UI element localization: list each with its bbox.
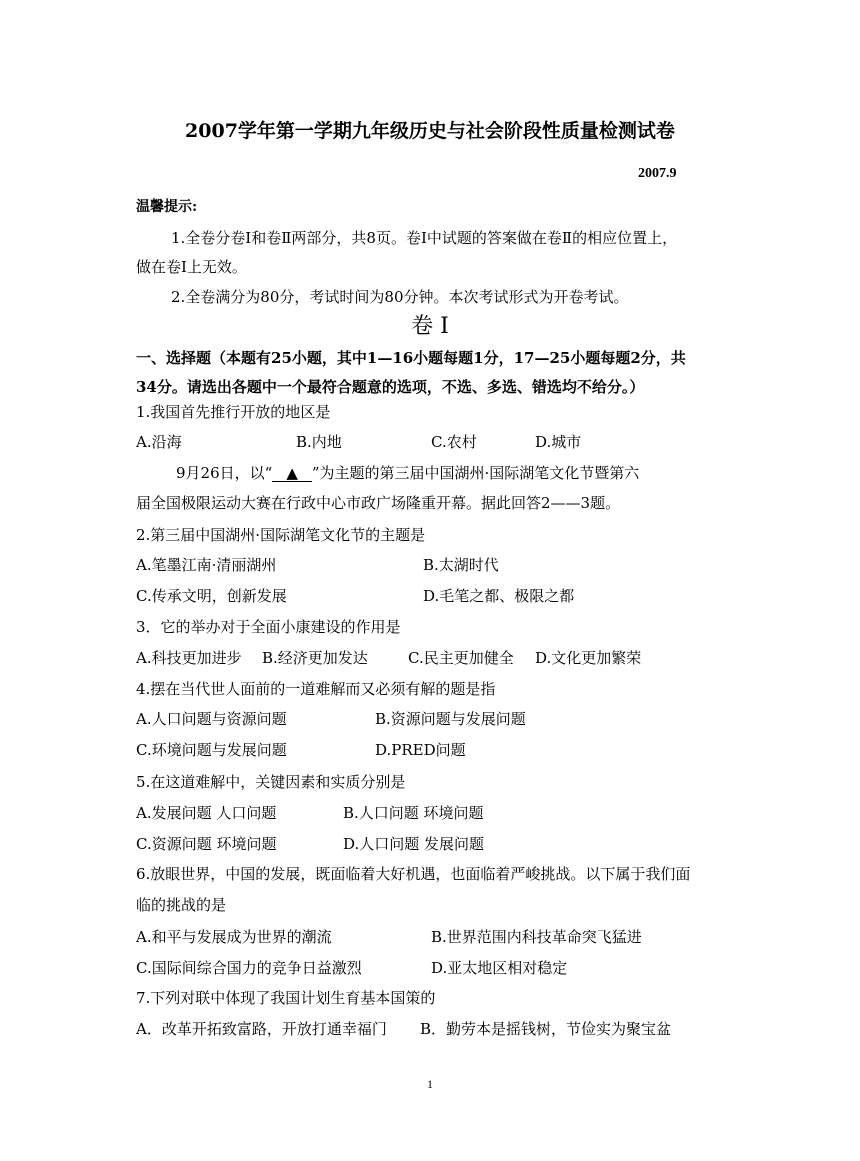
question-2-stem: 2.第三届中国湖州·国际湖笔文化节的主题是 xyxy=(136,526,426,544)
question-2-option-d: D.毛笔之都、极限之都 xyxy=(423,587,575,605)
question-2-option-c: C.传承文明，创新发展 xyxy=(136,587,287,605)
tips-line-1b: 做在卷Ⅰ上无效。 xyxy=(136,258,247,276)
question-6-option-c: C.国际间综合国力的竞争日益激烈 xyxy=(136,959,362,977)
question-5-option-a: A.发展问题 人口问题 xyxy=(136,804,277,822)
question-3-option-b: B.经济更加发达 xyxy=(262,649,368,667)
section-heading-line-1: 一、选择题（本题有25小题，其中1—16小题每题1分，17—25小题每题2分，共 xyxy=(136,349,686,367)
page-number: 1 xyxy=(427,1077,433,1091)
question-1-option-c: C.农村 xyxy=(431,433,477,451)
section-heading-line-2: 34分。请选出各题中一个最符合题意的选项，不选、多选、错选均不给分。） xyxy=(136,378,645,396)
question-1-option-d: D.城市 xyxy=(535,433,582,451)
question-2-option-b: B.太湖时代 xyxy=(423,556,499,574)
question-6-stem-line-1: 6.放眼世界，中国的发展，既面临着大好机遇，也面临着严峻挑战。以下属于我们面 xyxy=(136,865,691,883)
question-4-option-d: D.PRED问题 xyxy=(375,741,466,759)
question-1-stem: 1.我国首先推行开放的地区是 xyxy=(136,403,331,421)
question-4-option-b: B.资源问题与发展问题 xyxy=(375,710,526,728)
question-4-option-c: C.环境问题与发展问题 xyxy=(136,741,287,759)
passage-line-2: 届全国极限运动大赛在行政中心市政广场隆重开幕。据此回答2——3题。 xyxy=(136,494,621,512)
question-1-option-a: A.沿海 xyxy=(136,433,182,451)
question-2-option-a: A.笔墨江南·清丽湖州 xyxy=(136,556,277,574)
question-6-stem-line-2: 临的挑战的是 xyxy=(136,896,227,914)
question-4-stem: 4.摆在当代世人面前的一道难解而又必须有解的题是指 xyxy=(136,680,496,698)
volume-title: 卷 Ⅰ xyxy=(411,314,449,339)
question-3-stem: 3．它的举办对于全面小康建设的作用是 xyxy=(136,618,401,636)
page-title: 2007学年第一学期九年级历史与社会阶段性质量检测试卷 xyxy=(185,120,675,142)
passage-text-b: ”为主题的第三届中国湖州·国际湖笔文化节暨第六 xyxy=(311,464,640,482)
exam-date: 2007.9 xyxy=(638,166,677,181)
question-3-option-d: D.文化更加繁荣 xyxy=(535,649,642,667)
tips-heading: 温馨提示: xyxy=(136,199,198,215)
passage-line-1 xyxy=(176,463,639,483)
question-6-option-b: B.世界范围内科技革命突飞猛进 xyxy=(431,928,642,946)
question-6-option-a: A.和平与发展成为世界的潮流 xyxy=(136,928,332,946)
question-3-option-c: C.民主更加健全 xyxy=(408,649,514,667)
question-6-option-d: D.亚太地区相对稳定 xyxy=(431,959,568,977)
question-5-option-c: C.资源问题 环境问题 xyxy=(136,835,277,853)
question-5-option-d: D.人口问题 发展问题 xyxy=(343,835,485,853)
question-7-stem: 7.下列对联中体现了我国计划生育基本国策的 xyxy=(136,989,436,1007)
question-3-option-a: A.科技更加进步 xyxy=(136,649,242,667)
question-5-option-b: B.人口问题 环境问题 xyxy=(343,804,484,822)
answer-blank: ▲ xyxy=(272,465,312,482)
question-7-option-b: B．勤劳本是摇钱树，节俭实为聚宝盆 xyxy=(420,1020,672,1038)
tips-line-1a: 1.全卷分卷Ⅰ和卷Ⅱ两部分，共8页。卷Ⅰ中试题的答案做在卷Ⅱ的相应位置上， xyxy=(171,229,678,247)
question-5-stem: 5.在这道难解中，关键因素和实质分别是 xyxy=(136,773,406,791)
question-1-option-b: B.内地 xyxy=(296,433,342,451)
passage-text-a: 9月26日，以“ xyxy=(176,464,273,482)
tips-line-2: 2.全卷满分为80分，考试时间为80分钟。本次考试形式为开卷考试。 xyxy=(171,288,629,306)
question-7-option-a: A．改革开拓致富路，开放打通幸福门 xyxy=(136,1020,387,1038)
question-4-option-a: A.人口问题与资源问题 xyxy=(136,710,287,728)
